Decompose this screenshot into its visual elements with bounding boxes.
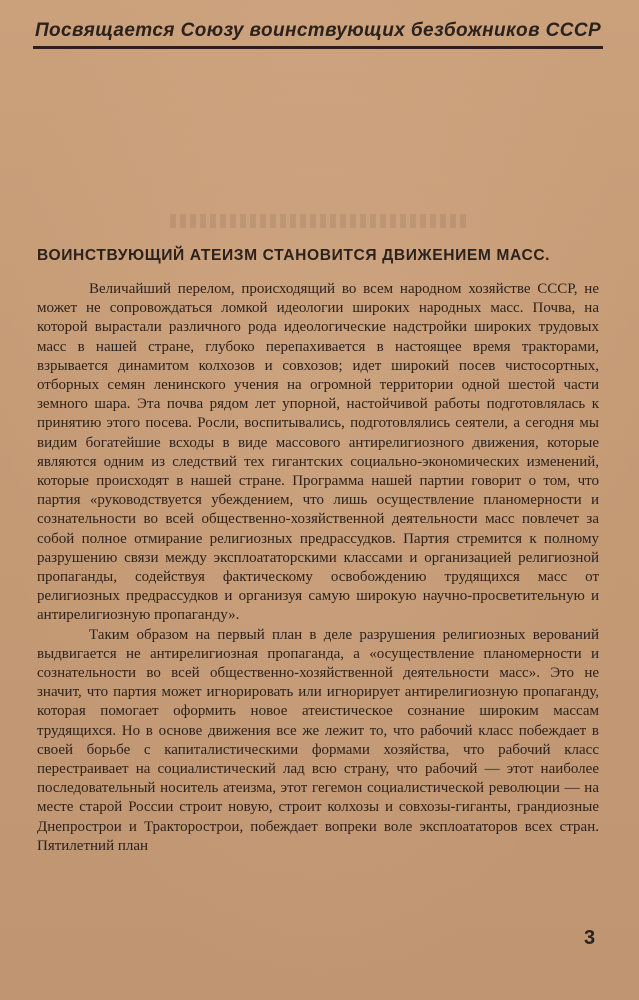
- article-body: [37, 280, 599, 856]
- dedication-text: Посвящается Союзу воинствующих безбожников СССР: [34, 20, 602, 41]
- page-number: 3: [584, 927, 596, 949]
- paragraph: Таким образом на первый план в деле разрушения религиозных верований выдвигается не антирелигиозная пропаганда, а «осуществление планомерности и сознательности во всей общественно-хозяйственной деятельности масс». Это не значит, что партия может игнорировать или игнорирует антирелигиозную пропаганду, которая помогает оформить новое атеистическое сознание широким массам трудящихся. Но в основе движения все же лежит то, что рабочий класс побеждает в своей борьбе с капиталистическими формами хозяйства, что рабочий класс перестраивает на социалистический лад всю страну, что рабочий — этот наиболее последовательный носитель атеизма, этот гегемон социалистической революции — на месте старой России строит новую, строит колхозы и совхозы-гиганты, грандиозные Днепрострои и Тракторострои, побеждает вопреки воле эксплоататоров всех стран. Пятилетний план: [37, 626, 599, 854]
- paragraph: Величайший перелом, происходящий во всем народном хозяйстве СССР, не может не сопровождаться ломкой идеологии широких народных масс. Почва, на которой вырастали различного рода идеологические надстройки широких трудовых масс в нашей стране, глубоко перепахивается в настоящее время тракторами, взрывается динамитом колхозов и совхозов; идет широкий посев чистосортных, отборных семян ленинского учения на огромной территории одной шестой части земного шара. Эта почва рядом лет упорной, настойчивой работы подготовлялась к принятию этого посева. Росли, воспитывались, подготовлялись сеятели, а сегодня мы видим богатейшие всходы в виде массового антирелигиозного движения, которые являются одним из следствий тех гигантских социально-экономических изменений, которые происходят в нашей стране. Программа нашей партии говорит о том, что партия «руководствуется убеждением, что лишь осуществление планомерности и сознательности во всей общественно-хозяйственной деятельности масс повлечет за собой полное отмирание религиозных предрассудков. Партия стремится к полному разрушению связи между эксплоататорскими классами и организацией религиозной пропаганды, содействуя фактическому освобождению трудящихся масс от религиозных предрассудков и организуя самую широкую научно-просветительную и антирелигиозную пропаганду».: [37, 281, 599, 624]
- show-through-text: [170, 214, 470, 228]
- dedication-header: [33, 18, 603, 49]
- article-title: ВОИНСТВУЮЩИЙ АТЕИЗМ СТАНОВИТСЯ ДВИЖЕНИЕМ МАСС.: [37, 247, 551, 264]
